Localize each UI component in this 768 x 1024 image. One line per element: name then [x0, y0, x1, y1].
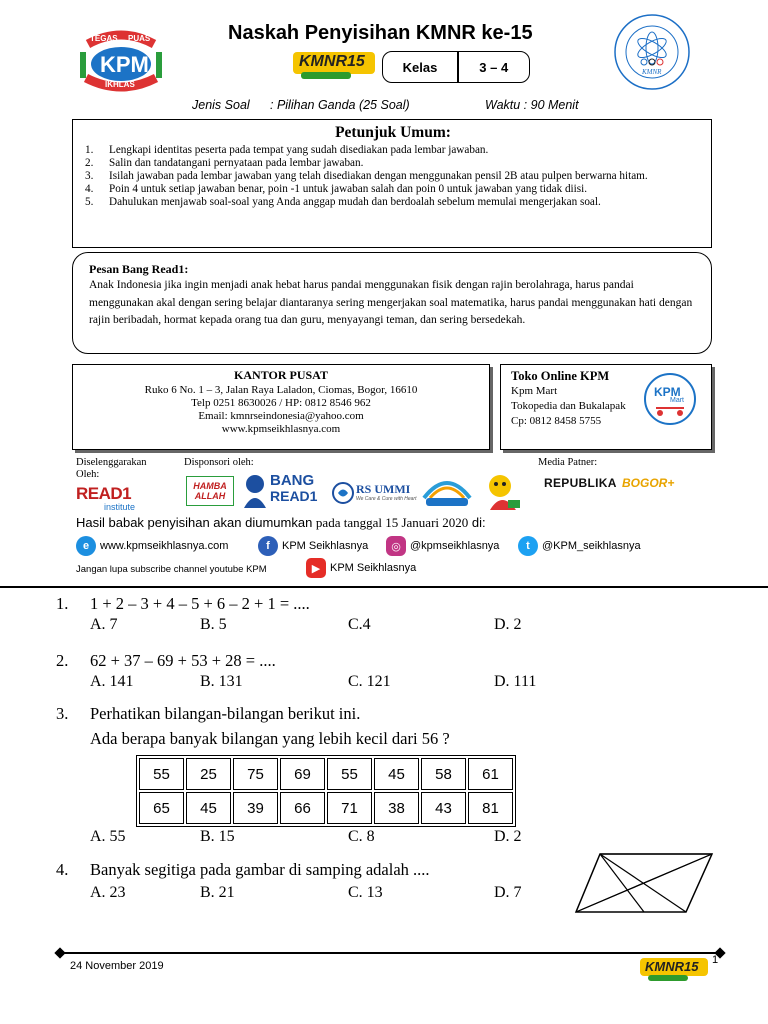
footer-date: 24 November 2019: [70, 960, 164, 972]
table-cell: 58: [421, 758, 466, 790]
pesan-body: Anak Indonesia jika ingin menjadi anak hebat harus pandai menggunakan fisik dengan rajin berolahraga, harus pandai menggunakan akal dengan sering belajar diantaranya sering mengerjakan soal matematika, harus pandai menggunakan hati dengan rajin beribadah, hormat kepada orang tua dan guru, menyayangi teman, dan sering bersedekah.: [89, 279, 693, 326]
footer-kmnr-logo: [640, 956, 708, 982]
social-twitter[interactable]: [518, 536, 641, 556]
kantor-title: KANTOR PUSAT: [234, 368, 328, 382]
waktu-label: Waktu : 90 Menit: [485, 98, 579, 112]
hamba-allah-logo: [186, 476, 234, 506]
footer-diamond-left: [54, 947, 65, 958]
kmnr-logo-text: KMNR15: [299, 53, 365, 70]
kantor-pusat-box: [72, 364, 490, 450]
question-2-text: 62 + 37 – 69 + 53 + 28 = ....: [90, 651, 276, 670]
youtube-note: Jangan lupa subscribe channel youtube KPM: [76, 564, 267, 575]
table-cell: 43: [421, 792, 466, 824]
jenis-soal-label: Jenis Soal: [192, 98, 250, 112]
footer-divider: [60, 952, 720, 954]
list-item-number: 2.: [85, 157, 94, 169]
kpm-mart-logo: [640, 372, 700, 426]
kelas-label: Kelas: [402, 59, 438, 75]
kantor-web: www.kpmseikhlasnya.com: [221, 423, 341, 435]
social-youtube-text: KPM Seikhlasnya: [330, 562, 417, 574]
social-twitter-text: @KPM_seikhlasnya: [542, 540, 641, 552]
announce-date: pada tanggal 15 Januari 2020: [315, 515, 469, 530]
triangle-figure: [574, 852, 714, 914]
question-3-option-c[interactable]: C. 8: [348, 828, 375, 845]
question-2-number: 2.: [56, 651, 69, 670]
question-3-text: Perhatikan bilangan-bilangan berikut ini.: [90, 704, 361, 723]
question-4-option-b[interactable]: B. 21: [200, 884, 235, 901]
republika-logo: REPUBLIKA: [544, 476, 617, 490]
list-item-text: Dahulukan menjawab soal-soal yang Anda anggap mudah dan berdoalah sebelum memulai mengerjakan soal.: [109, 196, 601, 208]
table-cell: 39: [233, 792, 278, 824]
petunjuk-list: [85, 144, 701, 209]
read1-logo-text: READ1: [76, 484, 132, 503]
petunjuk-box: [72, 119, 712, 248]
social-youtube[interactable]: [306, 558, 416, 578]
list-item: [85, 196, 701, 209]
footer-kmnr-logo-text: KMNR15: [645, 959, 699, 974]
question-4-option-d[interactable]: D. 7: [494, 884, 522, 901]
list-item: [85, 144, 701, 157]
sponsor-label: Disponsori oleh:: [184, 457, 254, 468]
question-2-option-d[interactable]: D. 111: [494, 673, 537, 690]
question-2-option-c[interactable]: C. 121: [348, 673, 391, 690]
table-cell: 61: [468, 758, 513, 790]
social-web[interactable]: [76, 536, 228, 556]
question-1-text: 1 + 2 – 3 + 4 – 5 + 6 – 2 + 1 = ....: [90, 594, 310, 613]
kantor-email: Email: kmnrseindonesia@yahoo.com: [198, 410, 364, 422]
social-web-text: www.kpmseikhlasnya.com: [100, 540, 229, 552]
pesan-box: [72, 252, 712, 354]
question-4-option-c[interactable]: C. 13: [348, 884, 383, 901]
question-4-text: Banyak segitiga pada gambar di samping adalah ....: [90, 860, 430, 879]
twitter-icon: t: [518, 536, 538, 556]
question-3-number: 3.: [56, 704, 69, 723]
kpm-mart-logo-text: KPM: [654, 385, 681, 399]
list-item-number: 1.: [85, 144, 94, 156]
media-partner-label: Media Patner:: [538, 457, 598, 468]
question-4-option-a[interactable]: A. 23: [90, 884, 126, 901]
table-cell: 71: [327, 792, 372, 824]
announce-suffix: di:: [468, 515, 486, 530]
table-cell: 81: [468, 792, 513, 824]
kelas-box: [382, 51, 530, 83]
rs-ummi-sub: We Care & Cure with Heart: [356, 496, 417, 502]
kpm-logo-top-left: TEGAS: [90, 34, 118, 43]
toko-line-1: Kpm Mart: [511, 385, 558, 397]
table-row: [139, 792, 513, 824]
question-1-option-a[interactable]: A. 7: [90, 616, 118, 633]
announce-text: Hasil babak penyisihan akan diumumkan: [76, 515, 316, 530]
kmnr-seal-text: KMNR: [642, 68, 662, 76]
social-instagram[interactable]: [386, 536, 499, 556]
social-facebook[interactable]: [258, 536, 368, 556]
pesan-title: Pesan Bang Read1:: [89, 262, 189, 276]
table-cell: 65: [139, 792, 184, 824]
question-3-option-a[interactable]: A. 55: [90, 828, 126, 845]
mascot-logo: [482, 472, 522, 512]
list-item: [85, 170, 701, 183]
internet-explorer-icon: e: [76, 536, 96, 556]
read1-logo-sub: institute: [104, 502, 136, 512]
toko-title: Toko Online KPM: [511, 369, 610, 383]
hamba-allah-text: HAMBA ALLAH: [193, 481, 227, 501]
toko-line-2: Tokopedia dan Bukalapak: [511, 400, 626, 412]
kmnr-logo: [293, 50, 375, 80]
page-title: Naskah Penyisihan KMNR ke-15: [228, 22, 533, 44]
rs-ummi-text: RS UMMI: [356, 482, 411, 496]
section-divider: [0, 586, 768, 588]
question-2-option-b[interactable]: B. 131: [200, 673, 243, 690]
list-item-text: Isilah jawaban pada lembar jawaban yang telah disediakan dengan menggunakan pensil 2B atau pulpen berwarna hitam.: [109, 170, 648, 182]
instagram-icon: ◎: [386, 536, 406, 556]
waterpark-logo: [420, 474, 474, 510]
question-3-text-2: Ada berapa banyak bilangan yang lebih kecil dari 56 ?: [90, 729, 450, 748]
petunjuk-title: Petunjuk Umum:: [335, 124, 451, 141]
table-cell: 25: [186, 758, 231, 790]
number-table: [136, 755, 516, 827]
table-cell: 75: [233, 758, 278, 790]
bang-read1-logo: [242, 472, 324, 510]
social-facebook-text: KPM Seikhlasnya: [282, 540, 369, 552]
question-3-option-d[interactable]: D. 2: [494, 828, 522, 845]
organizer-label: Diselenggarakan Oleh:: [76, 457, 147, 480]
announcement: [76, 515, 486, 531]
table-cell: 55: [327, 758, 372, 790]
exam-meta-row: [192, 98, 632, 112]
rs-ummi-logo: [332, 480, 417, 506]
kpm-logo: [78, 30, 164, 94]
kpm-mart-logo-sub: Mart: [670, 397, 684, 404]
table-cell: 45: [186, 792, 231, 824]
table-cell: 45: [374, 758, 419, 790]
list-item-text: Poin 4 untuk setiap jawaban benar, poin -1 untuk jawaban salah dan poin 0 untuk jawaban yang tidak diisi.: [109, 183, 588, 195]
kmnr-seal: [612, 12, 692, 92]
social-instagram-text: @kpmseikhlasnya: [410, 540, 500, 552]
jenis-soal-value: : Pilihan Ganda (25 Soal): [270, 98, 410, 112]
question-1-option-b[interactable]: B. 5: [200, 616, 227, 633]
read1-logo: [76, 484, 156, 514]
kpm-logo-center: KPM: [100, 52, 149, 77]
question-1-number: 1.: [56, 594, 69, 613]
kpm-logo-bottom: IKHLAS: [105, 80, 135, 89]
list-item: [85, 183, 701, 196]
question-2-option-a[interactable]: A. 141: [90, 673, 134, 690]
list-item: [85, 157, 701, 170]
question-1-option-c[interactable]: C.4: [348, 616, 371, 633]
kpm-logo-top-right: PUAS: [128, 34, 151, 43]
kelas-value: 3 – 4: [479, 59, 509, 75]
question-1-option-d[interactable]: D. 2: [494, 616, 522, 633]
table-cell: 38: [374, 792, 419, 824]
list-item-text: Salin dan tandatangani pernyataan pada lembar jawaban.: [109, 157, 364, 169]
table-cell: 55: [139, 758, 184, 790]
list-item-number: 4.: [85, 183, 94, 195]
bang-read1-bottom: READ1: [270, 488, 318, 504]
toko-line-3: Cp: 0812 8458 5755: [511, 415, 602, 427]
table-cell: 69: [280, 758, 325, 790]
list-item-number: 3.: [85, 170, 94, 182]
question-3-option-b[interactable]: B. 15: [200, 828, 235, 845]
bang-read1-top: BANG: [270, 472, 315, 489]
table-cell: 66: [280, 792, 325, 824]
table-row: [139, 758, 513, 790]
list-item-number: 5.: [85, 196, 94, 208]
kantor-address: Ruko 6 No. 1 – 3, Jalan Raya Laladon, Ciomas, Bogor, 16610: [144, 384, 418, 396]
bogor-plus-logo: BOGOR+: [622, 476, 675, 490]
kantor-phone: Telp 0251 8630026 / HP: 0812 8546 962: [191, 397, 371, 409]
facebook-icon: f: [258, 536, 278, 556]
page-number: 1: [712, 954, 719, 966]
list-item-text: Lengkapi identitas peserta pada tempat yang sudah disediakan pada lembar jawaban.: [109, 144, 489, 156]
youtube-icon: ▶: [306, 558, 326, 578]
question-4-number: 4.: [56, 860, 69, 879]
